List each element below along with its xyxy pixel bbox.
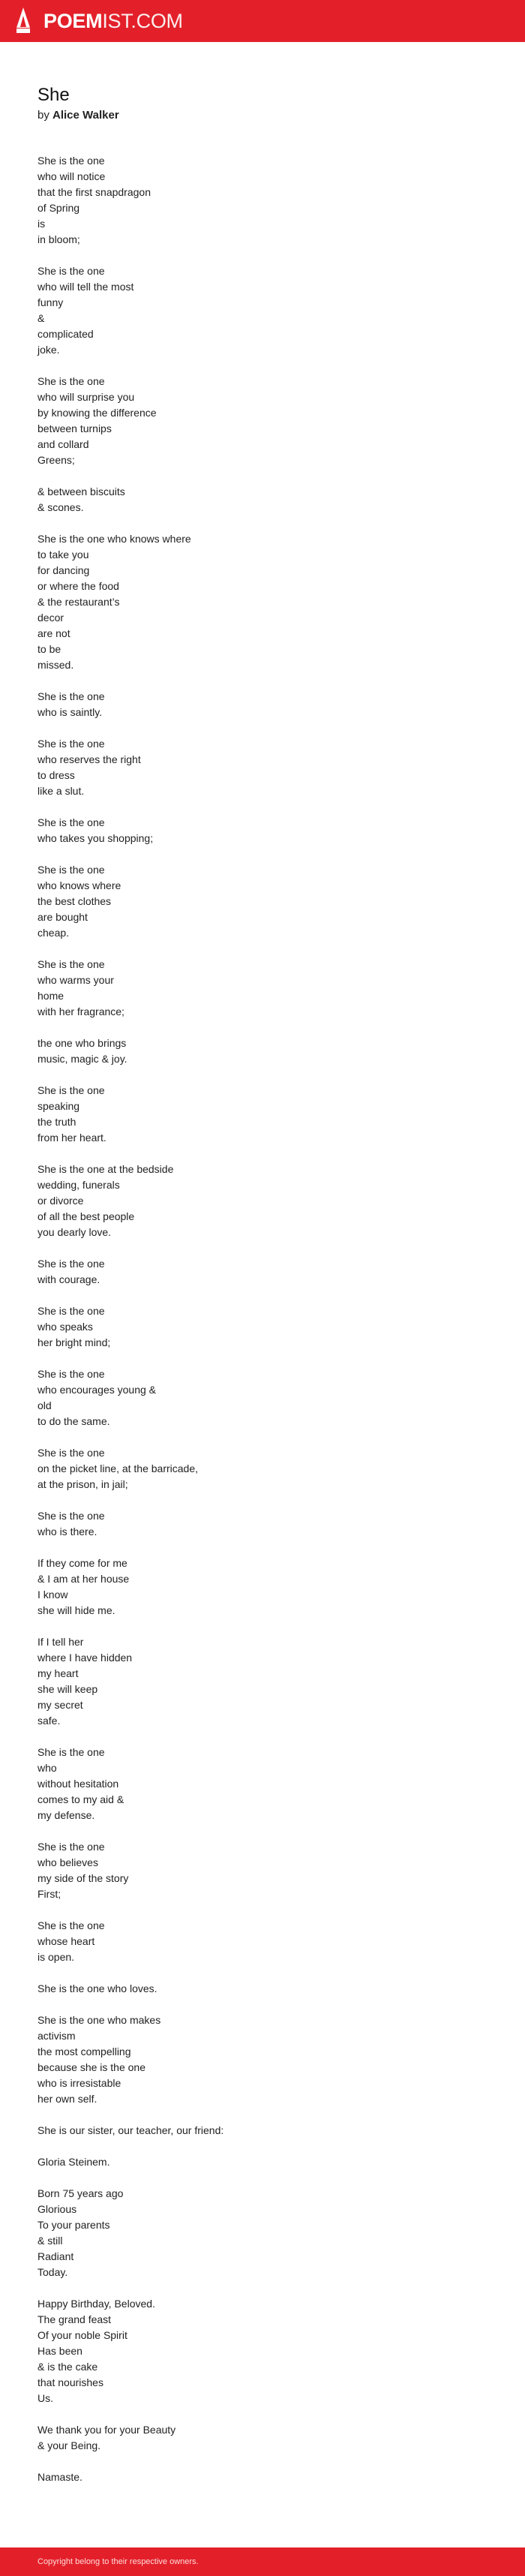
poem-line: to take you: [38, 549, 89, 561]
poem-line: & I am at her house: [38, 1573, 130, 1585]
poem-stanza: [38, 2012, 488, 2107]
poem-line: To your parents: [38, 2219, 110, 2231]
poem-line: Born 75 years ago: [38, 2187, 124, 2199]
poem-line: First;: [38, 1888, 62, 1900]
poem-line: I know: [38, 1589, 68, 1601]
poem-line: Of your noble Spirit: [38, 2329, 128, 2341]
poem-line: activism: [38, 2030, 76, 2042]
poem-stanza: [38, 374, 488, 468]
poem-line: She is the one: [38, 1368, 105, 1380]
poem-stanza: [38, 263, 488, 358]
poem-line: Namaste.: [38, 2471, 82, 2483]
poem-stanza: [38, 153, 488, 248]
poem-line: Glorious: [38, 2203, 77, 2215]
poem-line: joke.: [38, 344, 60, 356]
poem-line: without hesitation: [38, 1778, 119, 1790]
poem-stanza: [38, 1036, 488, 1067]
poem-stanza: [38, 1256, 488, 1288]
logo-bold-text: POEM: [44, 10, 103, 32]
poem-line: She is the one at the bedside: [38, 1163, 174, 1175]
poem-line: missed.: [38, 659, 74, 671]
poem-line: who takes you shopping;: [38, 832, 154, 844]
poem-stanza: [38, 1839, 488, 1902]
poem-stanza: [38, 1981, 488, 1997]
poem-line: complicated: [38, 328, 94, 340]
poem-line: to do the same.: [38, 1415, 110, 1427]
poem-stanza: [38, 815, 488, 846]
poem-body: [38, 153, 488, 2485]
poem-line: between turnips: [38, 422, 112, 434]
poem-line: Happy Birthday, Beloved.: [38, 2298, 155, 2310]
poem-line: the one who brings: [38, 1037, 127, 1049]
logo-light-text: IST.COM: [102, 10, 183, 32]
poem-stanza: [38, 2123, 488, 2139]
poem-line: & between biscuits: [38, 485, 125, 497]
poem-line: my secret: [38, 1699, 83, 1711]
poem-line: who believes: [38, 1856, 98, 1868]
poem-line: She is the one: [38, 375, 105, 387]
site-logo[interactable]: [44, 10, 183, 32]
poem-line: Gloria Steinem.: [38, 2156, 110, 2168]
poem-line: who will notice: [38, 170, 106, 182]
poem-line: who: [38, 1762, 57, 1774]
poem-line: She is the one: [38, 1841, 105, 1853]
poem-line: She is the one: [38, 958, 105, 970]
poem-line: who will tell the most: [38, 281, 134, 293]
poem-line: is open.: [38, 1951, 75, 1963]
poem-line: She is the one who makes: [38, 2014, 161, 2026]
poem-line: are not: [38, 627, 70, 639]
poem-line: with courage.: [38, 1273, 100, 1285]
poem-line: She is the one who loves.: [38, 1982, 158, 1994]
poem-line: who is there.: [38, 1525, 98, 1537]
poem-stanza: [38, 2186, 488, 2280]
poem-line: at the prison, in jail;: [38, 1478, 128, 1490]
poem-line: If I tell her: [38, 1636, 84, 1648]
poem-line: who will surprise you: [38, 391, 135, 403]
poem-line: in bloom;: [38, 233, 80, 245]
poem-line: my side of the story: [38, 1872, 129, 1884]
poem-line: home: [38, 990, 64, 1002]
poem-line: she will hide me.: [38, 1604, 116, 1616]
poem-line: that nourishes: [38, 2376, 104, 2388]
poem-line: & is the cake: [38, 2361, 98, 2373]
poem-stanza: [38, 2469, 488, 2485]
copyright-notice: Copyright belong to their respective owners.: [38, 2557, 199, 2566]
poem-line: speaking: [38, 1100, 80, 1112]
poem-stanza: [38, 484, 488, 516]
author-name[interactable]: Alice Walker: [52, 109, 119, 122]
poem-line: who encourages young &: [38, 1384, 156, 1396]
poem-line: If they come for me: [38, 1557, 128, 1569]
poem-line: She is the one: [38, 1084, 105, 1096]
poem-line: She is our sister, our teacher, our friend:: [38, 2124, 224, 2136]
poem-line: She is the one: [38, 690, 105, 702]
poem-line: from her heart.: [38, 1132, 106, 1144]
poem-line: She is the one: [38, 1919, 105, 1931]
poem-line: my defense.: [38, 1809, 95, 1821]
poem-line: Greens;: [38, 454, 75, 466]
poem-stanza: [38, 531, 488, 673]
poem-line: where I have hidden: [38, 1652, 133, 1664]
site-footer: [0, 2547, 525, 2576]
poem-line: my heart: [38, 1667, 79, 1679]
poem-stanza: [38, 1634, 488, 1729]
poem-line: She is the one: [38, 864, 105, 876]
poem-line: her own self.: [38, 2093, 98, 2105]
poem-line: She is the one who knows where: [38, 533, 191, 545]
poem-line: who is saintly.: [38, 706, 103, 718]
poem-line: We thank you for your Beauty: [38, 2424, 176, 2436]
poem-stanza: [38, 2296, 488, 2406]
poem-stanza: [38, 1083, 488, 1146]
poem-line: &: [38, 312, 45, 324]
poem-stanza: [38, 957, 488, 1020]
poem-title: She: [38, 85, 70, 105]
poem-line: old: [38, 1399, 52, 1411]
poem-stanza: [38, 689, 488, 720]
poem-line: She is the one: [38, 1447, 105, 1459]
poem-stanza: [38, 1508, 488, 1540]
poem-line: & your Being.: [38, 2439, 101, 2451]
pen-nib-icon[interactable]: [15, 7, 32, 34]
poem-line: who knows where: [38, 879, 122, 891]
poem-line: her bright mind;: [38, 1336, 111, 1348]
poem-stanza: [38, 1745, 488, 1823]
poem-line: that the first snapdragon: [38, 186, 151, 198]
poem-line: Radiant: [38, 2250, 74, 2262]
poem-line: & still: [38, 2235, 63, 2247]
poem-line: of Spring: [38, 202, 80, 214]
poem-line: like a slut.: [38, 785, 85, 797]
poem-stanza: [38, 2154, 488, 2170]
poem-line: She is the one: [38, 738, 105, 750]
poem-line: wedding, funerals: [38, 1179, 120, 1191]
poem-line: funny: [38, 296, 64, 308]
poem-stanza: [38, 1366, 488, 1429]
poem-line: She is the one: [38, 1510, 105, 1522]
poem-line: is: [38, 218, 46, 230]
poem-line: and collard: [38, 438, 89, 450]
by-label: by: [38, 109, 50, 122]
poem-line: decor: [38, 612, 64, 624]
poem-line: by knowing the difference: [38, 407, 157, 419]
poem-line: The grand feast: [38, 2313, 112, 2325]
poem-line: the truth: [38, 1116, 76, 1128]
poem-line: to be: [38, 643, 62, 655]
poem-line: Us.: [38, 2392, 53, 2404]
poem-line: with her fragrance;: [38, 1005, 124, 1017]
poem-line: safe.: [38, 1715, 61, 1727]
poem-stanza: [38, 1445, 488, 1492]
poem-line: She is the one: [38, 1746, 105, 1758]
poem-line: Today.: [38, 2266, 68, 2278]
poem-line: the best clothes: [38, 895, 112, 907]
poem-stanza: [38, 1303, 488, 1351]
site-header: [0, 0, 525, 42]
poem-stanza: [38, 736, 488, 799]
poem-line: or where the food: [38, 580, 119, 592]
poem-line: who is irresistable: [38, 2077, 122, 2089]
poem-line: She is the one: [38, 1258, 105, 1270]
poem-line: who reserves the right: [38, 753, 141, 765]
poem-line: are bought: [38, 911, 88, 923]
poem-line: cheap.: [38, 927, 70, 939]
poem-line: or divorce: [38, 1195, 84, 1207]
poem-line: to dress: [38, 769, 75, 781]
poem-line: & scones.: [38, 501, 84, 513]
poem-line: & the restaurant’s: [38, 596, 120, 608]
poem-line: comes to my aid &: [38, 1793, 124, 1805]
poem-line: Has been: [38, 2345, 82, 2357]
poem-line: She is the one: [38, 1305, 105, 1317]
poem-line: who speaks: [38, 1321, 93, 1333]
poem-line: because she is the one: [38, 2061, 146, 2073]
poem-stanza: [38, 1162, 488, 1240]
poem-line: who warms your: [38, 974, 114, 986]
poem-line: the most compelling: [38, 2045, 131, 2057]
poem-line: music, magic & joy.: [38, 1053, 128, 1065]
poem-line: She is the one: [38, 816, 105, 828]
poem-line: she will keep: [38, 1683, 98, 1695]
poem-stanza: [38, 1556, 488, 1619]
poem-byline: [38, 108, 488, 123]
poem-line: on the picket line, at the barricade,: [38, 1462, 199, 1474]
poem-line: whose heart: [38, 1935, 95, 1947]
poem-line: She is the one: [38, 155, 105, 167]
poem-line: for dancing: [38, 564, 90, 576]
poem-stanza: [38, 862, 488, 941]
poem-stanza: [38, 2422, 488, 2454]
poem-line: of all the best people: [38, 1210, 135, 1222]
poem-container: [38, 84, 488, 2501]
poem-line: She is the one: [38, 265, 105, 277]
poem-stanza: [38, 1918, 488, 1965]
poem-line: you dearly love.: [38, 1226, 112, 1238]
